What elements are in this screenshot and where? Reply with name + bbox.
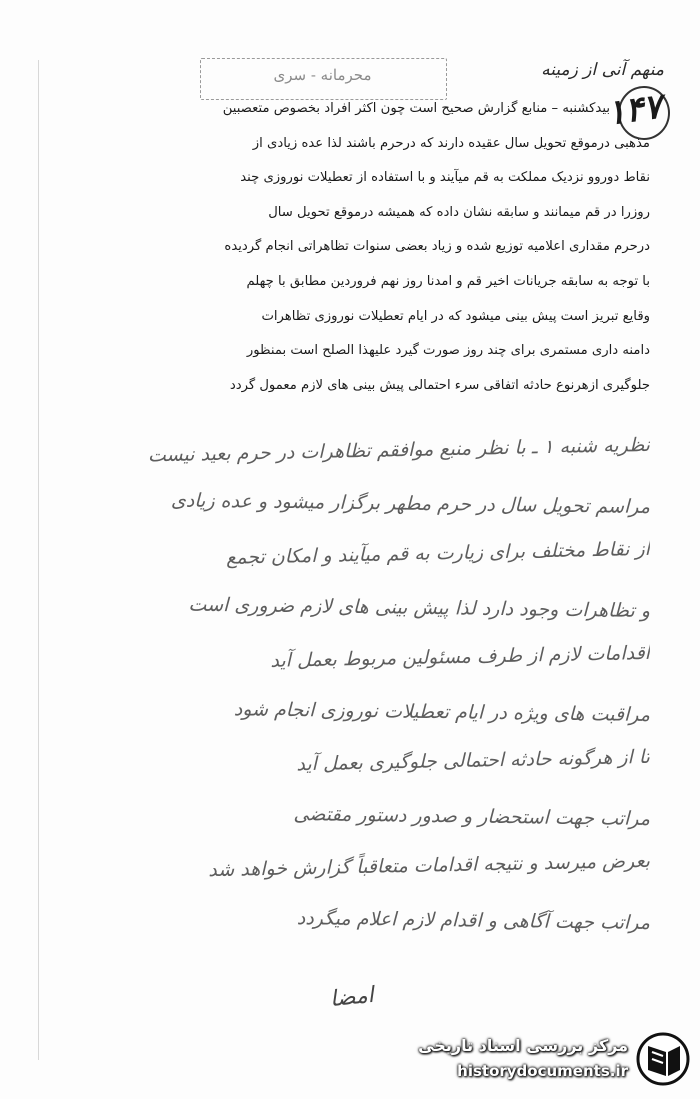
archive-logo-icon [636, 1032, 690, 1086]
margin-line [38, 60, 39, 1060]
handwritten-line: تا از هرگونه حادثه احتمالی جلوگیری بعمل آید [296, 745, 651, 776]
stamp-text: محرمانه - سری [273, 66, 372, 84]
typed-line: نقاط دوروو نزدیک مملکت به قم میآیند و با استفاده از تعطیلات نوروزی چند [240, 170, 650, 186]
typed-line: بیدکشنبه – منابع گزارش صحیح است چون اکثر افراد بخصوص متعصبین [222, 101, 610, 116]
handwritten-line: مراتب جهت استحضار و صدور دستور مقتضی [293, 803, 651, 831]
signature: امضا [328, 982, 375, 1013]
typed-line: با توجه به سابقه جریانات اخیر قم و امدنا روز نهم فروردین مطابق با چهلم [246, 273, 650, 289]
watermark-url: historydocuments.ir [457, 1062, 628, 1080]
handwritten-line: مراسم تحویل سال در حرم مطهر برگزار میشود و عده زیادی [170, 489, 651, 519]
watermark [410, 1030, 692, 1090]
handwritten-line: مراتب جهت آگاهی و اقدام لازم اعلام میگردد [296, 907, 651, 935]
handwritten-line: از نقاط مختلف برای زیارت به قم میآیند و امکان تجمع [225, 537, 651, 569]
page-number: ۱۴۷ [604, 86, 665, 134]
handwritten-line: و تظاهرات وجود دارد لذا پیش بینی های لازم ضروری است [188, 593, 651, 623]
watermark-title: مرکز بررسی اسناد تاریخی [418, 1036, 628, 1055]
handwritten-line: نظریه شنبه ۱ ـ با نظر منبع موافقم تظاهرات در حرم بعید نیست [147, 433, 651, 467]
handwritten-line: مراقبت های ویژه در ایام تعطیلات نوروزی انجام شود [233, 698, 651, 727]
handwritten-note [70, 425, 650, 945]
typed-line: وقایع تبریز است پیش بینی میشود که در ایام تعطیلات نوروزی تظاهرات [261, 308, 650, 324]
heading-note: منهم آنی از زمینه [541, 60, 664, 80]
typed-report [60, 92, 650, 403]
handwritten-line: اقدامات لازم از طرف مسئولین مربوط بعمل آید [270, 641, 651, 672]
typed-line: روزرا در قم میمانند و سابقه نشان داده که همیشه درموقع تحویل سال [268, 204, 650, 220]
typed-line: مذهبی درموقع تحویل سال عقیده دارند که درحرم باشند لذا عده زیادی از [252, 135, 650, 151]
typed-line: جلوگیری ازهرنوع حادثه اتفاقی سرء احتمالی پیش بینی های لازم معمول گردد [229, 377, 650, 393]
handwritten-line: بعرض میرسد و نتیجه اقدامات متعاقباً گزارش خواهد شد [208, 849, 651, 882]
typed-line: درحرم مقداری اعلامیه توزیع شده و زیاد بعضی سنوات تظاهراتی انجام گردیده [224, 239, 650, 255]
typed-line: دامنه داری مستمری برای چند روز صورت گیرد علیهذا الصلح است بمنظور [246, 343, 650, 359]
